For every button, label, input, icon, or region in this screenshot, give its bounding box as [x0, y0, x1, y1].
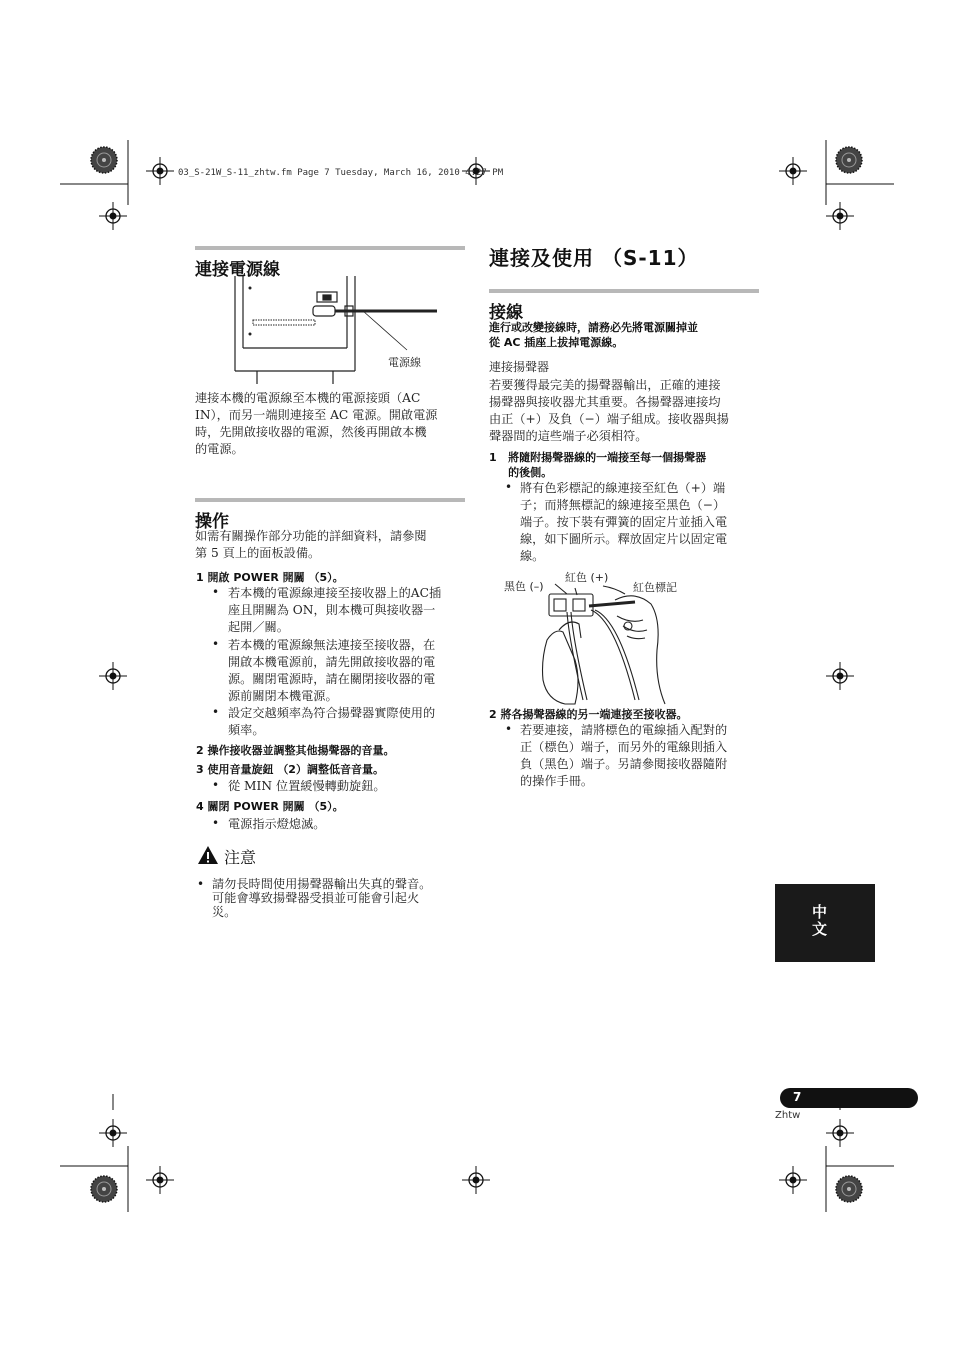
op-bullet-3	[228, 705, 468, 739]
text-line: 的電源。	[195, 442, 244, 456]
bullet-dot: •	[212, 637, 220, 651]
text-line: 端子。按下裝有彈簧的固定片並插入電	[520, 515, 728, 529]
bullet-dot: •	[212, 778, 220, 792]
text-line: 若要獲得最完美的揚聲器輸出，正確的連接	[489, 378, 721, 392]
text-line: 可能會導致揚聲器受損並可能會引起火	[212, 891, 420, 905]
page-number: 7	[793, 1090, 802, 1104]
op-step-1: 1 開啟 POWER 開關 （5）。	[196, 571, 344, 584]
text-line: 進行或改變接線時，請務必先將電源關掉並	[489, 321, 698, 334]
warning-triangle-icon	[197, 845, 219, 865]
text-line: 如需有關操作部分功能的詳細資料，請參閱	[195, 529, 427, 543]
wire-step-2: 2 將各揚聲器線的另一端連接至接收器。	[489, 708, 688, 721]
text-line: 請勿長時間使用揚聲器輸出失真的聲音。	[212, 877, 432, 891]
label-red-terminal: 紅色 (+)	[565, 571, 609, 584]
text-line: 若本機的電源線連接至接收器上的AC插	[228, 586, 442, 600]
section-title-operation: 操作	[195, 512, 229, 532]
bullet-dot: •	[505, 480, 513, 494]
text-line: 若要連接，請將標色的電線插入配對的	[520, 723, 728, 737]
op-step-3-bullet: 從 MIN 位置緩慢轉動旋鈕。	[228, 779, 386, 793]
text-line: 設定交越頻率為符合揚聲器實際使用的	[228, 706, 436, 720]
text-line: 的後側。	[489, 466, 553, 479]
section-rule	[489, 289, 759, 293]
op-step-4-bullet: 電源指示燈熄滅。	[228, 817, 326, 831]
speaker-terminal-illustration	[535, 580, 715, 710]
op-step-2: 2 操作接收器並調整其他揚聲器的音量。	[196, 744, 395, 757]
text-line: 起開／關。	[228, 620, 289, 634]
bullet-dot: •	[212, 816, 220, 830]
section-rule	[195, 498, 465, 502]
wire-step-1	[489, 450, 764, 480]
text-line: 聲器間的這些端子必須相符。	[489, 429, 648, 443]
text-line: 開啟本機電源前，請先開啟接收器的電	[228, 655, 436, 669]
bullet-dot: •	[505, 722, 513, 736]
text-line: 1 將隨附揚聲器線的一端接至每一個揚聲器	[489, 451, 707, 464]
text-line: 正（標色）端子，而另外的電線則插入	[520, 740, 728, 754]
language-tab-label: 中文	[810, 904, 828, 938]
power-body	[195, 390, 470, 458]
text-line: 座且開關為 ON，則本機可與接收器一	[228, 603, 436, 617]
subsection-title-speaker: 連接揚聲器	[489, 360, 550, 374]
page-language-code: Zhtw	[775, 1110, 801, 1121]
text-line: 頻率。	[228, 723, 265, 737]
text-line: 若本機的電源線無法連接至接收器，在	[228, 638, 436, 652]
text-line: 線。	[520, 549, 545, 563]
section-title-wiring: 接線	[489, 303, 523, 323]
op-step-3: 3 使用音量旋鈕 （2）調整低音音量。	[196, 763, 384, 776]
text-line: 子；而將無標記的線連接至黑色（−）	[520, 498, 726, 512]
wiring-warning	[489, 320, 764, 350]
text-line: 負（黑色）端子。另請參閱接收器隨附	[520, 757, 728, 771]
section-title-power: 連接電源線	[195, 260, 280, 280]
bullet-dot: •	[212, 705, 220, 719]
power-cord-label: 電源線	[388, 356, 421, 369]
text-line: 由正（+）及負（−）端子組成。接收器與揚	[489, 412, 729, 426]
caution-title: 注意	[224, 848, 257, 867]
section-rule	[195, 246, 465, 250]
op-bullet-1	[228, 585, 468, 636]
text-line: IN），而另一端則連接至 AC 電源。開啟電源	[195, 408, 438, 422]
page-number-pill	[780, 1088, 918, 1108]
file-header: 03_S-21W_S-11_zhtw.fm Page 7 Tuesday, March 16, 2010 4:27 PM	[178, 168, 504, 178]
speaker-body	[489, 377, 764, 445]
language-tab	[775, 884, 875, 962]
caution-body	[212, 877, 472, 919]
text-line: 將有色彩標記的線連接至紅色（+）端	[520, 481, 726, 495]
text-line: 從 AC 插座上拔掉電源線。	[489, 336, 624, 349]
text-line: 災。	[212, 905, 237, 919]
wire-step-2-bullet	[520, 722, 765, 790]
text-line: 線，如下圖所示。釋放固定片以固定電	[520, 532, 728, 546]
text-line: 時，先開啟接收器的電源，然後再開啟本機	[195, 425, 427, 439]
text-line: 第 5 頁上的面板設備。	[195, 546, 321, 560]
operation-intro	[195, 528, 470, 562]
bullet-dot: •	[212, 585, 220, 599]
text-line: 源。關閉電源時，請在關閉接收器的電	[228, 672, 436, 686]
label-red-mark: 紅色標記	[633, 581, 677, 594]
page-title: 連接及使用 （S-11）	[489, 246, 699, 270]
text-line: 揚聲器與接收器尤其重要。各揚聲器連接均	[489, 395, 721, 409]
text-line: 源前關閉本機電源。	[228, 689, 338, 703]
bullet-dot: •	[197, 877, 205, 891]
label-black-terminal: 黑色 (–)	[504, 580, 544, 593]
op-step-4: 4 關閉 POWER 開關 （5）。	[196, 800, 344, 813]
wire-step-1-bullet	[520, 480, 765, 565]
text-line: 連接本機的電源線至本機的電源接頭（AC	[195, 391, 421, 405]
op-bullet-2	[228, 637, 468, 705]
text-line: 的操作手冊。	[520, 774, 594, 788]
